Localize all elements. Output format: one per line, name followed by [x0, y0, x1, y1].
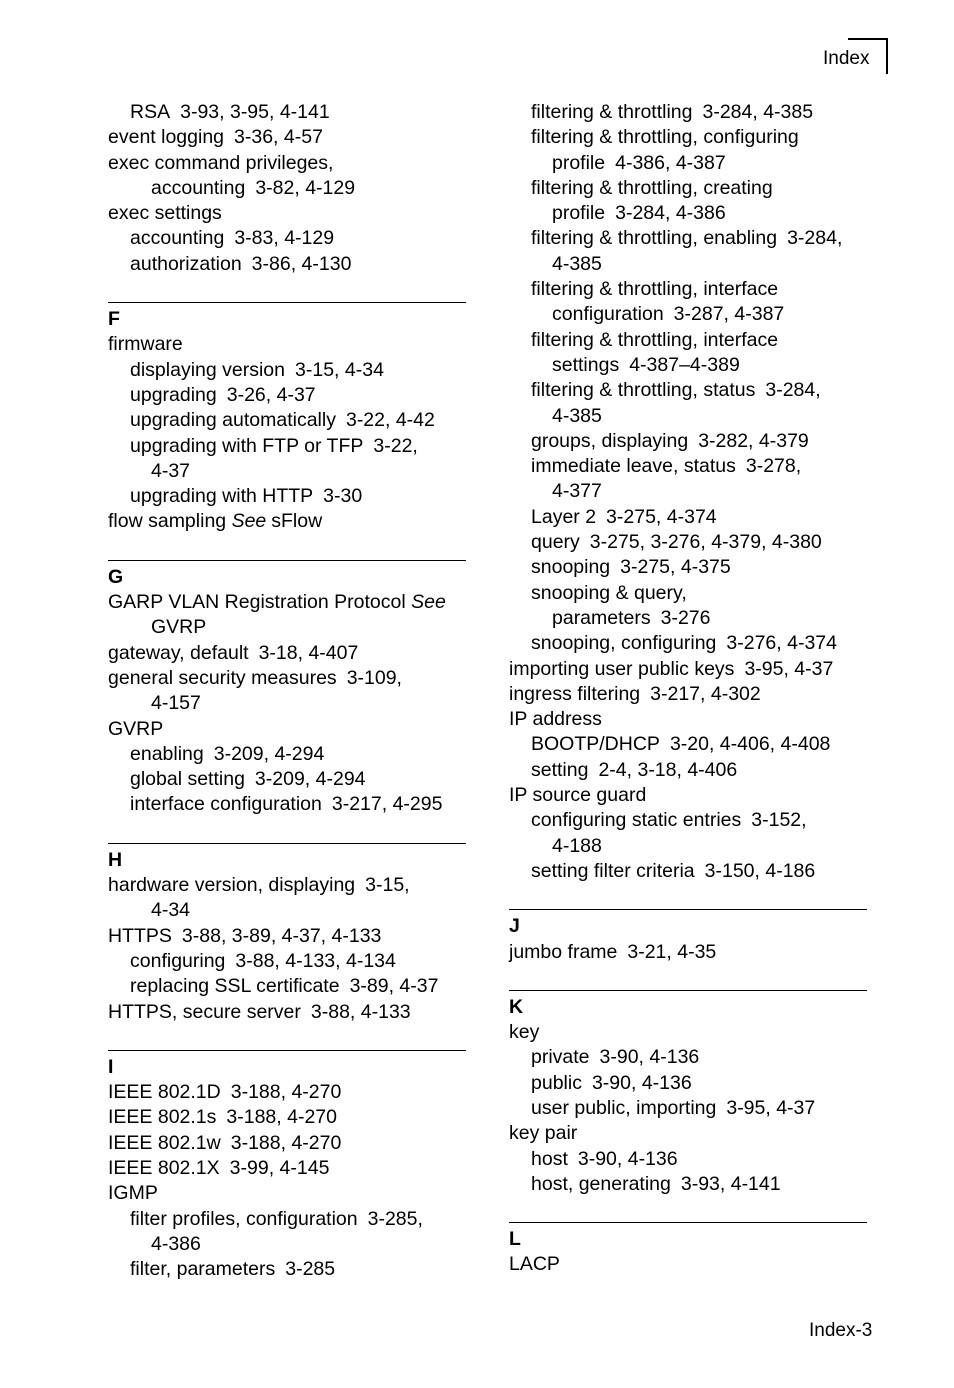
index-entry — [509, 631, 867, 656]
page-references: 3-83, 4-129 — [234, 227, 335, 250]
index-entry — [509, 125, 867, 150]
index-entry — [509, 682, 867, 707]
index-term: IEEE 802.1w — [108, 1131, 221, 1154]
index-term: host — [531, 1147, 568, 1170]
section-letter: L — [509, 1228, 521, 1251]
index-entry — [509, 479, 867, 504]
section-letter: G — [108, 565, 124, 588]
page-references: 3-22, 4-42 — [345, 409, 435, 432]
index-term: RSA — [130, 101, 171, 123]
section-letter: I — [108, 1055, 114, 1078]
index-entry — [108, 742, 466, 767]
page-references: 3-95, 4-37 — [726, 1096, 816, 1119]
section-divider — [509, 990, 867, 991]
index-entry — [108, 873, 466, 898]
index-entry — [108, 358, 466, 383]
index-term: firmware — [108, 333, 183, 356]
index-term: IGMP — [108, 1182, 158, 1205]
page-references: 3-284, 4-385 — [702, 101, 814, 123]
index-entry — [509, 1172, 867, 1197]
page-references: 3-284, — [787, 227, 843, 250]
page-references: 3-88, 4-133 — [310, 1000, 411, 1023]
page-references: 4-386, 4-387 — [615, 151, 726, 174]
index-entry — [509, 1147, 867, 1172]
page-references: 3-287, 4-387 — [673, 303, 785, 326]
index-entry — [509, 505, 867, 530]
index-entry — [509, 151, 867, 176]
index-entry — [108, 615, 466, 640]
page-references: 3-209, 4-294 — [213, 742, 325, 765]
index-term: LACP — [509, 1253, 560, 1276]
section-divider — [108, 1050, 466, 1051]
page-references: 3-282, 4-379 — [698, 429, 809, 452]
index-term: filtering & throttling, status — [531, 379, 756, 402]
index-term: GARP VLAN Registration Protocol — [108, 591, 406, 614]
index-term: replacing SSL certificate — [130, 975, 340, 998]
index-term: hardware version, displaying — [108, 874, 356, 897]
index-entry — [509, 1121, 867, 1146]
index-entry — [108, 1232, 466, 1257]
index-term: key pair — [509, 1122, 578, 1145]
index-term: filtering & throttling, interface — [531, 278, 779, 301]
page-references: 3-188, 4-270 — [230, 1131, 342, 1154]
page-references: 3-93, 4-141 — [680, 1172, 781, 1195]
index-term: flow sampling — [108, 510, 227, 533]
index-term: general security measures — [108, 666, 337, 689]
index-term: exec command privileges, — [108, 151, 334, 174]
page-references: 3-93, 3-95, 4-141 — [180, 101, 330, 123]
page-references: 3-285 — [285, 1258, 336, 1281]
page-references: 3-209, 4-294 — [254, 768, 366, 791]
index-term: exec settings — [108, 202, 222, 225]
index-entry — [509, 1096, 867, 1121]
index-entry — [108, 1131, 466, 1156]
index-term: HTTPS — [108, 924, 172, 947]
index-entry — [509, 226, 867, 251]
page-references: 3-188, 4-270 — [230, 1081, 342, 1104]
section-divider — [108, 560, 466, 561]
index-entry — [108, 792, 466, 817]
index-entry — [108, 641, 466, 666]
index-term: upgrading automatically — [130, 409, 336, 432]
index-entry — [108, 226, 466, 251]
index-term: settings — [552, 353, 620, 376]
page-references: 3-275, 4-375 — [620, 556, 731, 579]
page-references: 3-26, 4-37 — [226, 383, 316, 406]
index-term: configuring static entries — [531, 809, 742, 832]
index-term: 4-157 — [151, 692, 201, 715]
section-letter: F — [108, 308, 120, 331]
index-term: public — [531, 1071, 582, 1094]
index-entry — [108, 125, 466, 150]
section-divider — [509, 909, 867, 910]
index-term: immediate leave, status — [531, 455, 736, 478]
page-references: 4-387–4-389 — [629, 353, 740, 376]
index-entry — [108, 1257, 466, 1282]
index-entry — [509, 834, 867, 859]
page-references: sFlow — [271, 510, 323, 533]
index-term: importing user public keys — [509, 657, 735, 680]
index-entry — [108, 151, 466, 176]
index-term: filtering & throttling — [531, 101, 693, 123]
index-entry — [108, 1207, 466, 1232]
index-term: user public, importing — [531, 1096, 717, 1119]
index-entry — [509, 1045, 867, 1070]
index-term: configuring — [130, 949, 226, 972]
index-term: authorization — [130, 252, 242, 275]
index-entry — [108, 1000, 466, 1025]
index-entry — [509, 277, 867, 302]
page-references: 3-90, 4-136 — [591, 1071, 692, 1094]
page-references: 3-15, 4-34 — [295, 358, 384, 381]
page-references: 3-284, — [765, 379, 821, 402]
index-entry — [108, 1181, 466, 1206]
index-entry — [509, 732, 867, 757]
index-entry — [108, 100, 466, 125]
index-entry — [108, 1105, 466, 1130]
index-entry — [108, 898, 466, 923]
page-references: 3-18, 4-407 — [258, 641, 359, 664]
index-term: setting — [531, 758, 589, 781]
page-references: 3-152, — [751, 809, 807, 832]
page-number: Index-3 — [809, 1320, 873, 1341]
index-entry — [108, 767, 466, 792]
index-entry — [108, 717, 466, 742]
section-letter: K — [509, 995, 524, 1018]
index-entry — [108, 434, 466, 459]
index-term: 4-188 — [552, 834, 602, 857]
index-term: IEEE 802.1s — [108, 1106, 217, 1129]
index-entry — [108, 201, 466, 226]
index-term: ingress filtering — [509, 682, 641, 705]
index-term: configuration — [552, 303, 664, 326]
index-term: IEEE 802.1D — [108, 1081, 221, 1104]
index-term: enabling — [130, 742, 204, 765]
index-term: 4-34 — [151, 899, 191, 922]
index-term: GVRP — [108, 717, 164, 740]
index-entry — [509, 606, 867, 631]
index-entry — [509, 1071, 867, 1096]
index-term: 4-385 — [552, 252, 602, 275]
index-entry — [509, 1252, 867, 1277]
index-term: filter profiles, configuration — [130, 1207, 358, 1230]
index-column-left — [108, 100, 466, 1282]
see-reference: See — [231, 510, 267, 533]
index-term: global setting — [130, 768, 245, 791]
page-references: 3-276 — [660, 606, 711, 629]
page-references: 3-21, 4-35 — [627, 940, 717, 963]
index-entry — [509, 404, 867, 429]
index-term: IP source guard — [509, 784, 647, 807]
index-term: profile — [552, 151, 606, 174]
index-term: filtering & throttling, interface — [531, 328, 779, 351]
index-term: private — [531, 1046, 590, 1069]
index-entry — [509, 100, 867, 125]
page-references: 3-278, — [745, 455, 802, 478]
index-entry — [509, 530, 867, 555]
index-term: snooping & query, — [531, 581, 687, 604]
page-references: 3-86, 4-130 — [251, 252, 352, 275]
section-letter: J — [509, 915, 520, 938]
index-entry — [509, 328, 867, 353]
index-entry — [509, 1020, 867, 1045]
index-entry — [509, 176, 867, 201]
index-term: interface configuration — [130, 793, 322, 816]
index-entry — [108, 924, 466, 949]
page-references: 3-88, 3-89, 4-37, 4-133 — [181, 924, 382, 947]
page-references: 3-88, 4-133, 4-134 — [235, 949, 396, 972]
section-divider — [108, 843, 466, 844]
index-entry — [509, 940, 867, 965]
index-entry — [108, 408, 466, 433]
index-entry — [108, 459, 466, 484]
index-term: setting filter criteria — [531, 859, 695, 882]
index-term: parameters — [552, 606, 651, 629]
header-rule — [848, 38, 888, 40]
index-entry — [509, 252, 867, 277]
page-references: 3-217, 4-302 — [650, 682, 761, 705]
index-term: gateway, default — [108, 641, 249, 664]
index-entry — [509, 707, 867, 732]
page-references: 3-285, — [367, 1207, 423, 1230]
see-reference: See — [411, 591, 446, 614]
index-term: upgrading — [130, 383, 217, 406]
index-entry — [108, 691, 466, 716]
index-entry — [108, 509, 466, 534]
index-term: jumbo frame — [509, 940, 618, 963]
index-entry — [509, 783, 867, 808]
index-term: profile — [552, 202, 606, 225]
index-term: 4-385 — [552, 404, 602, 427]
section-letter: H — [108, 848, 123, 871]
running-header: Index — [823, 48, 870, 69]
index-term: accounting — [130, 227, 225, 250]
page-references: 3-150, 4-186 — [704, 859, 816, 882]
index-entry — [108, 484, 466, 509]
page-references: 3-276, 4-374 — [726, 632, 837, 655]
page-references: 3-284, 4-386 — [615, 202, 726, 225]
index-term: query — [531, 531, 580, 554]
index-term: IEEE 802.1X — [108, 1156, 220, 1179]
index-entry — [108, 383, 466, 408]
page-references: 2-4, 3-18, 4-406 — [598, 758, 738, 781]
index-term: snooping — [531, 556, 611, 579]
index-term: displaying version — [130, 358, 286, 381]
index-term: 4-386 — [151, 1232, 201, 1255]
index-entry — [108, 332, 466, 357]
section-divider — [108, 302, 466, 303]
page-references: 3-22, — [373, 434, 418, 457]
index-entry — [509, 429, 867, 454]
section-divider — [509, 1222, 867, 1223]
index-term: accounting — [151, 176, 246, 199]
index-term: IP address — [509, 708, 602, 731]
index-term: Layer 2 — [531, 505, 597, 528]
index-term: filtering & throttling, creating — [531, 176, 773, 199]
index-entry — [509, 378, 867, 403]
index-term: HTTPS, secure server — [108, 1000, 301, 1023]
index-term: filtering & throttling, configuring — [531, 126, 799, 149]
index-entry — [509, 201, 867, 226]
index-term: event logging — [108, 126, 225, 149]
index-entry — [509, 302, 867, 327]
page-references: 3-99, 4-145 — [229, 1156, 330, 1179]
index-entry — [509, 657, 867, 682]
index-entry — [108, 1156, 466, 1181]
page-references: 3-36, 4-57 — [234, 126, 323, 149]
index-term: filter, parameters — [130, 1258, 276, 1281]
index-term: BOOTP/DHCP — [531, 733, 660, 756]
index-term: groups, displaying — [531, 429, 689, 452]
page-references: 3-275, 3-276, 4-379, 4-380 — [589, 531, 822, 554]
index-entry — [509, 758, 867, 783]
page-references: 3-90, 4-136 — [577, 1147, 678, 1170]
index-term: filtering & throttling, enabling — [531, 227, 778, 250]
header-rule-vertical — [886, 38, 888, 74]
page-references: 3-188, 4-270 — [226, 1106, 337, 1129]
index-term: 4-377 — [552, 480, 602, 503]
index-entry — [509, 808, 867, 833]
index-term: 4-37 — [151, 459, 191, 482]
index-entry — [509, 454, 867, 479]
index-entry — [509, 353, 867, 378]
index-term: snooping, configuring — [531, 632, 717, 655]
index-term: host, generating — [531, 1172, 671, 1195]
index-entry — [509, 555, 867, 580]
page-references: 3-95, 4-37 — [744, 657, 834, 680]
page-references: 3-30 — [323, 485, 363, 508]
index-entry — [108, 590, 466, 615]
page-references: 3-275, 4-374 — [606, 505, 717, 528]
index-term: key — [509, 1021, 540, 1044]
page-references: 3-15, — [365, 874, 410, 897]
page-references: 3-90, 4-136 — [599, 1046, 700, 1069]
page-references: 3-82, 4-129 — [255, 176, 356, 199]
index-entry — [108, 252, 466, 277]
index-entry — [108, 176, 466, 201]
page-references: 3-89, 4-37 — [349, 975, 439, 998]
page-references: 3-109, — [346, 666, 402, 689]
index-column-right — [509, 100, 867, 1278]
index-entry — [108, 1080, 466, 1105]
index-entry — [509, 581, 867, 606]
index-entry — [108, 974, 466, 999]
index-term: GVRP — [151, 616, 207, 639]
index-entry — [509, 859, 867, 884]
page-references: 3-217, 4-295 — [331, 793, 443, 816]
index-entry — [108, 949, 466, 974]
page-references: 3-20, 4-406, 4-408 — [669, 733, 831, 756]
index-entry — [108, 666, 466, 691]
index-term: upgrading with HTTP — [130, 485, 314, 508]
index-term: upgrading with FTP or TFP — [130, 434, 364, 457]
